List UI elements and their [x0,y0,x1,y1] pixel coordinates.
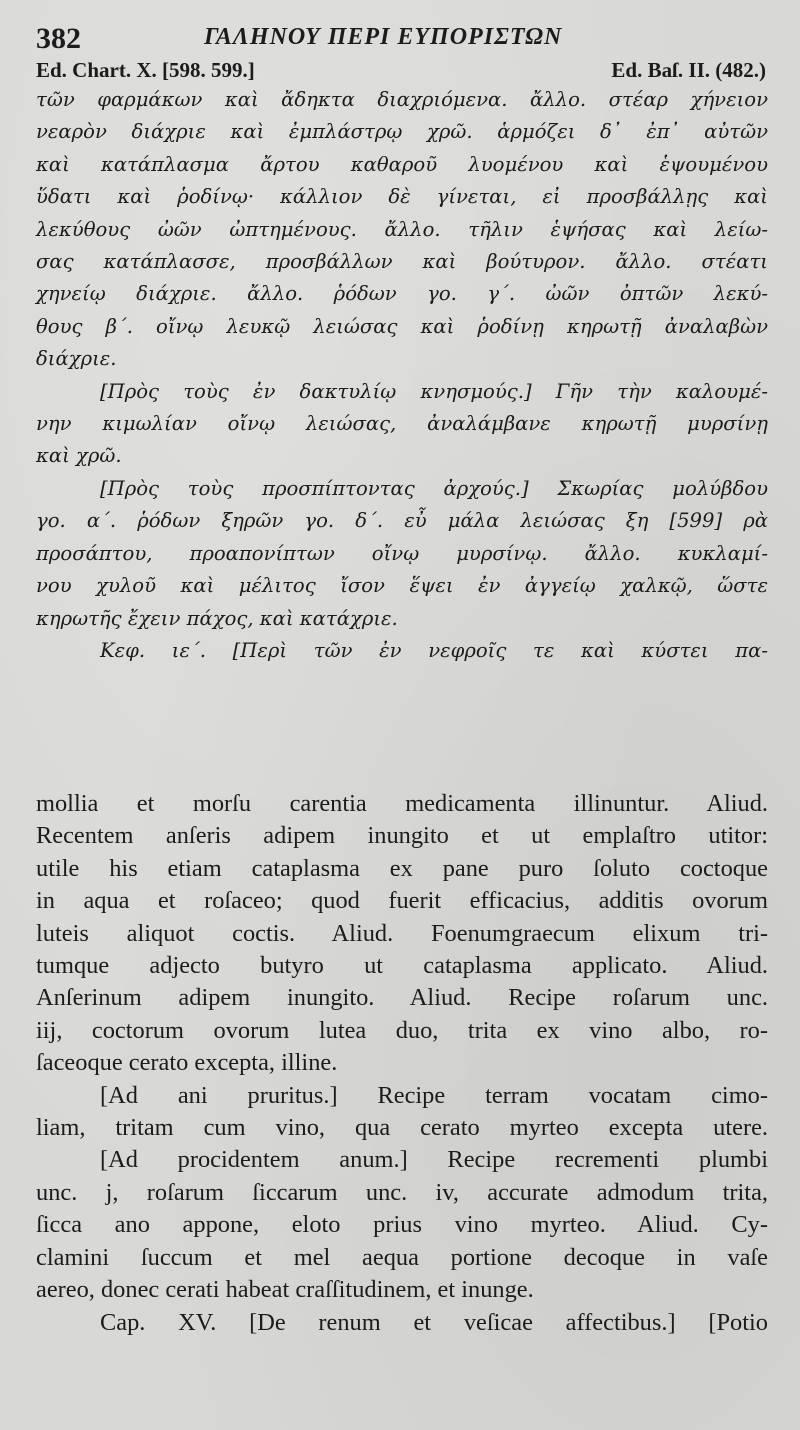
greek-line: γο. α΄. ῥόδων ξηρῶν γο. δ΄. εὖ μάλα λειώσας ξη [599] ρὰ [36,509,768,533]
greek-line: σας κατάπλασσε, προσβάλλων καὶ βούτυρον. ἄλλο. στέατι [36,250,768,274]
latin-line: clamini ſuccum et mel aequa portione decoque in vaſe [36,1243,768,1271]
latin-line: [Ad ani pruritus.] Recipe terram vocatam cimo- [100,1081,768,1109]
latin-text-block [36,788,768,1339]
greek-line: διάχριε. [36,347,117,371]
latin-line: Recentem anſeris adipem inungito et ut emplaſtro utitor: [36,822,768,850]
greek-line: καὶ κατάπλασμα ἄρτου καθαροῦ λυομένου καὶ ἑψουμένου [36,152,768,176]
greek-line: χηνείῳ διάχριε. ἄλλο. ῥόδων γο. γ΄. ὠῶν ὀπτῶν λεκύ- [36,282,768,306]
latin-line: utile his etiam cataplasma ex pane puro ſoluto coctoque [36,854,768,882]
page-number: 382 [36,22,81,55]
edition-basel-reference: Ed. Baſ. II. (482.) [611,58,766,82]
greek-line: νεαρὸν διάχριε καὶ ἐμπλάστρῳ χρῶ. ἁρμόζει δ᾽ ἐπ᾽ αὐτῶν [36,120,768,144]
greek-line: [Πρὸς τοὺς ἐν δακτυλίῳ κνησμούς.] Γῆν τὴν καλουμέ- [100,379,768,403]
latin-line: luteis aliquot coctis. Aliud. Foenumgraecum elixum tri- [36,919,768,947]
greek-chapter-heading: Κεφ. ιε΄. [Περὶ τῶν ἐν νεφροῖς τε καὶ κύστει πα- [100,638,768,662]
greek-line: προσάπτου, προαπονίπτων οἴνῳ μυρσίνῳ. ἄλλο. κυκλαμί- [36,541,768,565]
edition-reference-line [36,58,766,86]
latin-line: ſaceoque cerato excepta, illine. [36,1049,338,1077]
greek-line: κηρωτῆς ἔχειν πάχος, καὶ κατάχριε. [36,606,398,630]
latin-line: iij, coctorum ovorum lutea duo, trita ex vino albo, ro- [36,1016,768,1044]
greek-line: θους β΄. οἴνῳ λευκῷ λειώσας καὶ ῥοδίνῃ κηρωτῇ ἀναλαβὼν [36,314,768,338]
page-header [36,16,776,56]
latin-line: [Ad procidentem anum.] Recipe recrementi plumbi [100,1146,768,1174]
greek-line: νην κιμωλίαν οἴνῳ λειώσας, ἀναλάμβανε κηρωτῇ μυρσίνῃ [36,412,768,436]
latin-chapter-heading: Cap. XV. [De renum et veſicae affectibus.] [Potio [100,1308,768,1336]
running-title: ΓΑΛΗΝΟΥ ΠΕΡΙ ΕΥΠΟΡΙΣΤΩΝ [204,24,563,50]
greek-line: λεκύθους ὠῶν ὠπτημένους. ἄλλο. τῆλιν ἑψήσας καὶ λείω- [36,217,768,241]
greek-line: καὶ χρῶ. [36,444,122,468]
latin-line: tumque adjecto butyro ut cataplasma applicato. Aliud. [36,952,768,980]
latin-line: liam, tritam cum vino, qua cerato myrteo excepta utere. [36,1114,768,1142]
edition-chart-reference: Ed. Chart. X. [598. 599.] [36,58,255,82]
greek-line: νου χυλοῦ καὶ μέλιτος ἴσον ἕψει ἐν ἀγγείῳ χαλκῷ, ὥστε [36,574,768,598]
greek-line: τῶν φαρμάκων καὶ ἄδηκτα διαχριόμενα. ἄλλο. στέαρ χήνειον [36,88,768,111]
latin-line: Anſerinum adipem inungito. Aliud. Recipe roſarum unc. [36,984,768,1012]
latin-line: in aqua et roſaceo; quod fuerit efficacius, additis ovorum [36,887,768,915]
latin-line: mollia et morſu carentia medicamenta illinuntur. Aliud. [36,790,768,817]
latin-line: aereo, donec cerati habeat craſſitudinem, et inunge. [36,1276,534,1304]
greek-line: ὕδατι καὶ ῥοδίνῳ· κάλλιον δὲ γίνεται, εἰ προσβάλλῃς καὶ [36,185,768,209]
latin-line: unc. j, roſarum ſiccarum unc. iv, accurate admodum trita, [36,1178,768,1206]
greek-text-block [36,84,768,667]
latin-line: ſicca ano appone, eloto prius vino myrteo. Aliud. Cy- [36,1211,768,1239]
greek-line: [Πρὸς τοὺς προσπίπτοντας ἀρχούς.] Σκωρίας μολύβδου [100,476,768,500]
